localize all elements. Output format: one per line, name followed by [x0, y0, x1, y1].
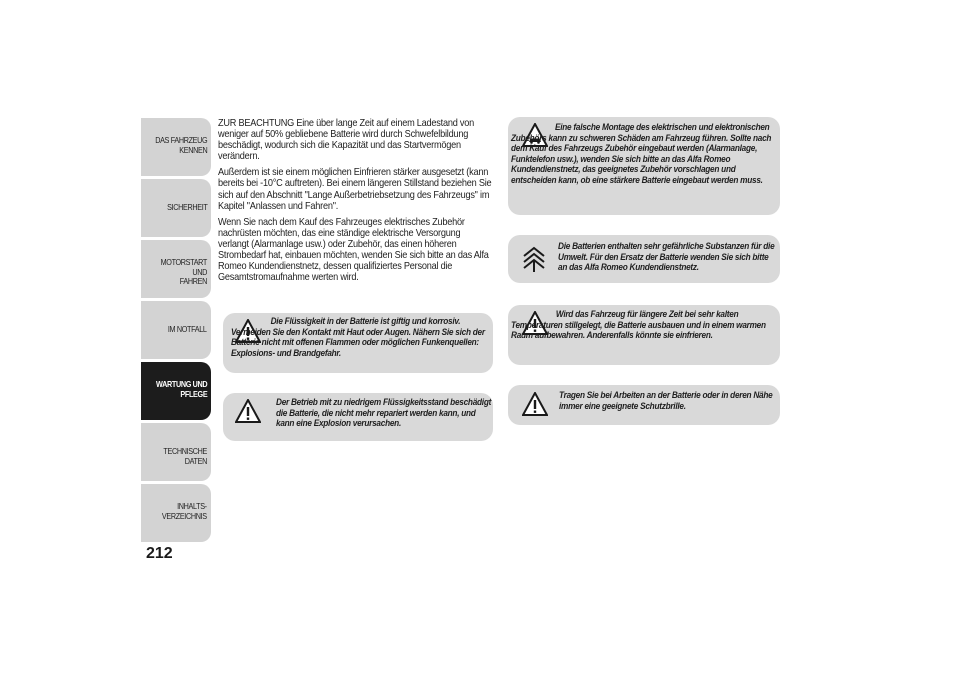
- warning-box-accessory-mounting: [508, 117, 780, 215]
- tab-label: WARTUNG UND PFLEGE: [155, 379, 207, 399]
- tab-label: INHALTS- VERZEICHNIS: [162, 501, 207, 521]
- warning-text: Der Betrieb mit zu niedrigem Flüssigkeitsstand beschädigt die Batterie, die nicht mehr repariert werden kann, und kann eine Explosion verursachen.: [276, 396, 492, 429]
- tab-sicherheit[interactable]: [141, 179, 211, 237]
- tab-label: MOTORSTART UND FAHREN: [160, 257, 207, 286]
- tab-motorstart-und-fahren[interactable]: [141, 240, 211, 298]
- paragraph: Wenn Sie nach dem Kauf des Fahrzeuges elektrisches Zubehör nachrüsten möchten, das eine ständige elektrische Versorgung verlangt (Alarmanlage usw.) oder Zubehör, das einen höheren Strombedarf hat, einbauen möchten, wenden Sie sich bitte an das Alfa Romeo Kundendienstnetz, dessen qualifiziertes Personal die Gesamtstromaufnahme werten wird.: [218, 216, 489, 284]
- tab-label: IM NOTFALL: [168, 324, 207, 334]
- warning-text: Die Batterien enthalten sehr gefährliche Substanzen für die Umwelt. Für den Ersatz der Batterie wenden Sie sich bitte an das Alfa Romeo Kundendienstnetz.: [558, 240, 775, 273]
- tab-technische-daten[interactable]: [141, 423, 211, 481]
- tab-inhaltsverzeichnis[interactable]: [141, 484, 211, 542]
- warning-text: Tragen Sie bei Arbeiten an der Batterie oder in deren Nähe immer eine geeignete Schutzbrille.: [559, 389, 773, 411]
- page-number: 212: [146, 545, 173, 562]
- tab-im-notfall[interactable]: [141, 301, 211, 359]
- warning-text: Wird das Fahrzeug für längere Zeit bei sehr kalten Temperaturen stillgelegt, die Batterie ausbauen und in einem warmen Raum aufbewahren. Anderenfalls könnte sie einfrieren.: [511, 308, 766, 341]
- tab-das-fahrzeug-kennen[interactable]: [141, 118, 211, 176]
- warning-box-safety-goggles: [508, 385, 780, 425]
- paragraph: ZUR BEACHTUNG Eine über lange Zeit auf einem Ladestand von weniger auf 50% gebliebene Batterie wird durch Schwefelbildung beschädigt, wodurch sich die Kapazität und das Startvermögen verändern.: [218, 118, 475, 163]
- environment-chevrons-icon: [520, 245, 548, 273]
- warning-box-cold-storage: [508, 305, 780, 365]
- warning-text: Die Flüssigkeit in der Batterie ist giftig und korrosiv. Vermeiden Sie den Kontakt mit Haut oder Augen. Nähern Sie sich der Batterie nicht mit offenen Flammen oder möglichen Funkenquellen: Explosions- und Brandgefahr.: [231, 315, 485, 358]
- warning-box-low-fluid: [223, 393, 493, 441]
- warning-triangle-icon: [522, 392, 548, 416]
- environment-box-battery-disposal: [508, 235, 780, 283]
- warning-box-battery-liquid: [223, 313, 493, 373]
- tab-label: TECHNISCHE DATEN: [163, 446, 207, 466]
- tab-label: DAS FAHRZEUG KENNEN: [154, 135, 207, 155]
- warning-triangle-icon: [235, 399, 261, 423]
- body-text: [218, 118, 493, 288]
- warning-text: Eine falsche Montage des elektrischen und elektronischen Zubehörs kann zu schweren Schäden am Fahrzeug führen. Sollte nach dem Kauf des Fahrzeugs Zubehör eingebaut werden (Alarmanlage, Funktelefon usw.), wenden Sie sich bitte an das Alfa Romeo Kundendienstnetz, das geeignetes Zubehör vorschlagen und entscheiden kann, ob eine stärkere Batterie eingebaut werden muss.: [511, 121, 772, 185]
- tab-wartung-und-pflege[interactable]: [141, 362, 211, 420]
- tab-label: SICHERHEIT: [166, 202, 207, 212]
- paragraph: Außerdem ist sie einem möglichen Einfrieren stärker ausgesetzt (kann bereits bei -10°C auftreten). Bei einem längeren Stillstand beziehen Sie sich auf den Abschnitt "Lange Außerbetriebsetzung des Fahrzeugs" im Kapitel "Anlassen und Fahren".: [218, 167, 492, 212]
